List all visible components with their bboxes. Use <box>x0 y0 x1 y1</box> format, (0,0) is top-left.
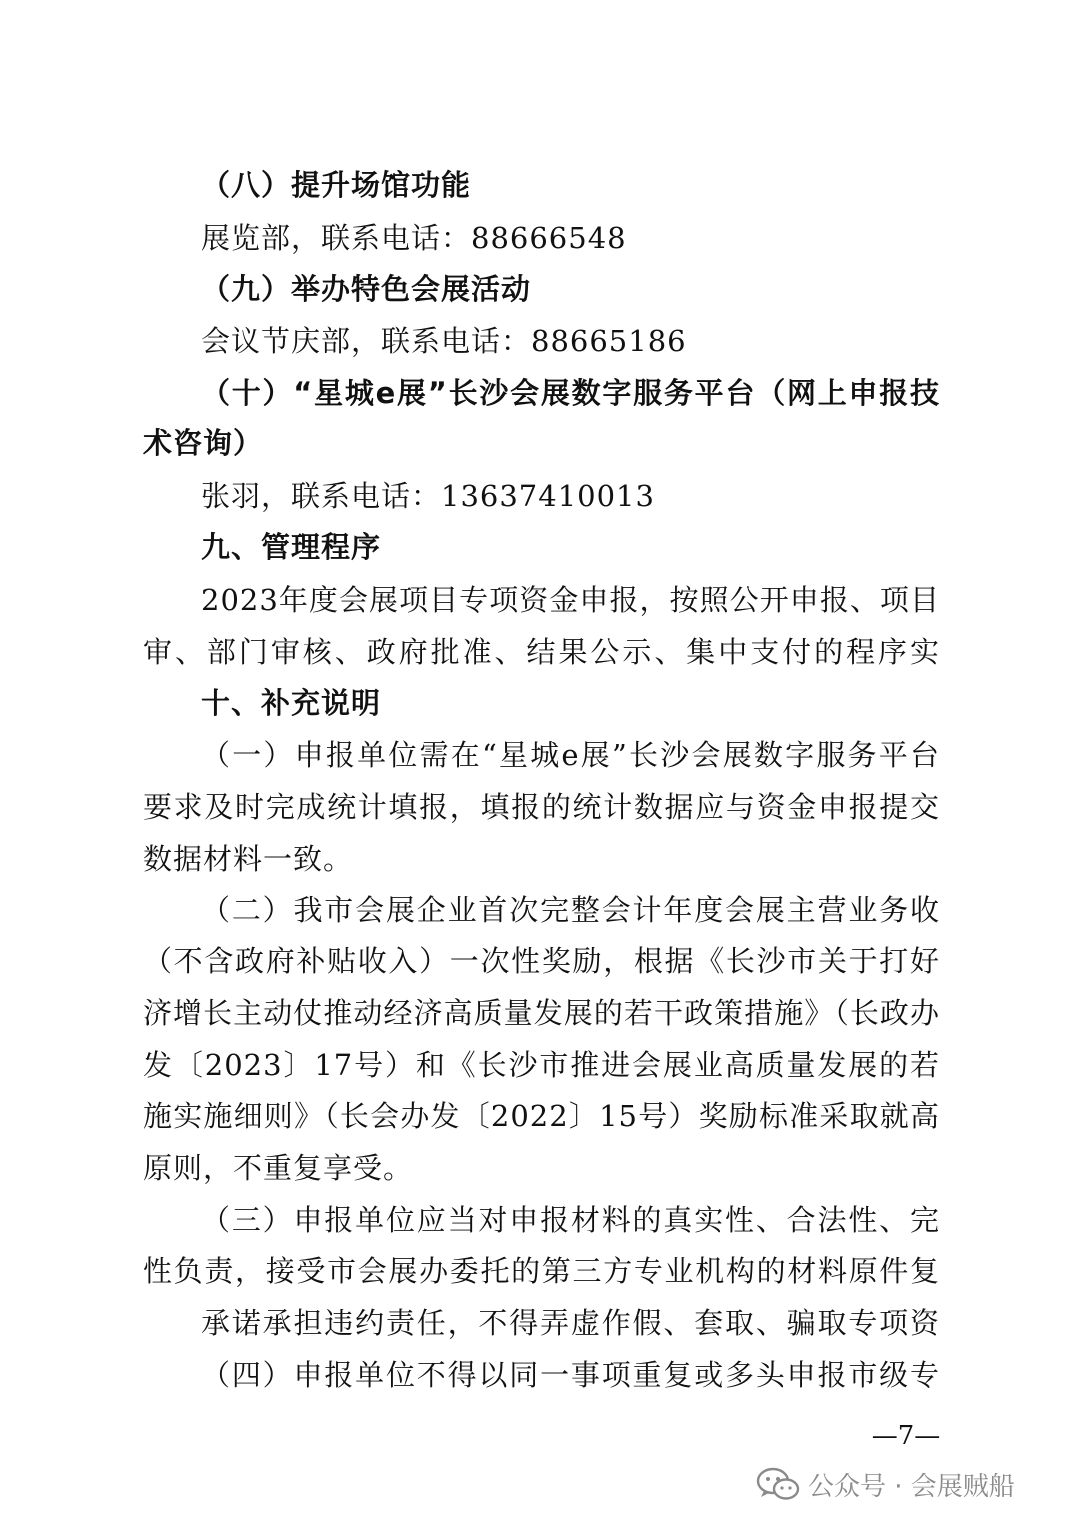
page-number: —7— <box>871 1421 941 1451</box>
paragraph-line: 原则，不重复享受。 <box>143 1151 414 1185</box>
section-heading-10-cont: 术咨询） <box>143 426 264 460</box>
chapter-heading-9: 九、管理程序 <box>201 530 382 564</box>
paragraph-line: （三）申报单位应当对申报材料的真实性、合法性、完 <box>201 1203 940 1237</box>
paragraph-line: 数据材料一致。 <box>143 842 354 876</box>
paragraph-line: （不含政府补贴收入）一次性奖励，根据《长沙市关于打好 <box>143 944 940 978</box>
contact-line: 展览部，联系电话：88666548 <box>201 221 627 255</box>
contact-line: 会议节庆部，联系电话：88665186 <box>201 324 687 358</box>
wechat-icon <box>756 1467 800 1501</box>
chapter-heading-10: 十、补充说明 <box>201 686 382 720</box>
section-heading-9: （九）举办特色会展活动 <box>201 272 532 306</box>
section-heading-8: （八）提升场馆功能 <box>201 168 472 202</box>
paragraph-line: 2023年度会展项目专项资金申报，按照公开申报、项目 <box>201 583 940 617</box>
paragraph-line: （二）我市会展企业首次完整会计年度会展主营业务收 <box>201 893 940 927</box>
paragraph-line: 施实施细则》（长会办发〔2022〕15号）奖励标准采取就高 <box>143 1099 940 1133</box>
watermark-text: 公众号 · 会展贼船 <box>808 1471 1015 1502</box>
paragraph-line: （一）申报单位需在“星城e展”长沙会展数字服务平台 <box>201 738 940 772</box>
contact-line: 张羽，联系电话：13637410013 <box>201 479 655 513</box>
paragraph-line: 性负责，接受市会展办委托的第三方专业机构的材料原件复 <box>143 1254 940 1288</box>
paragraph-line: 济增长主动仗推动经济高质量发展的若干政策措施》（长政办 <box>143 996 940 1030</box>
paragraph-line: 审、部门审核、政府批准、结果公示、集中支付的程序实 <box>143 635 940 669</box>
paragraph-line: 发〔2023〕17号）和《长沙市推进会展业高质量发展的若 <box>143 1048 940 1082</box>
paragraph-line: 承诺承担违约责任，不得弄虚作假、套取、骗取专项资 <box>201 1306 940 1340</box>
section-heading-10: （十）“星城e展”长沙会展数字服务平台（网上申报技 <box>201 376 940 410</box>
paragraph-line: 要求及时完成统计填报，填报的统计数据应与资金申报提交 <box>143 790 940 824</box>
watermark <box>756 1462 1015 1506</box>
paragraph-line: （四）申报单位不得以同一事项重复或多头申报市级专 <box>201 1358 940 1392</box>
